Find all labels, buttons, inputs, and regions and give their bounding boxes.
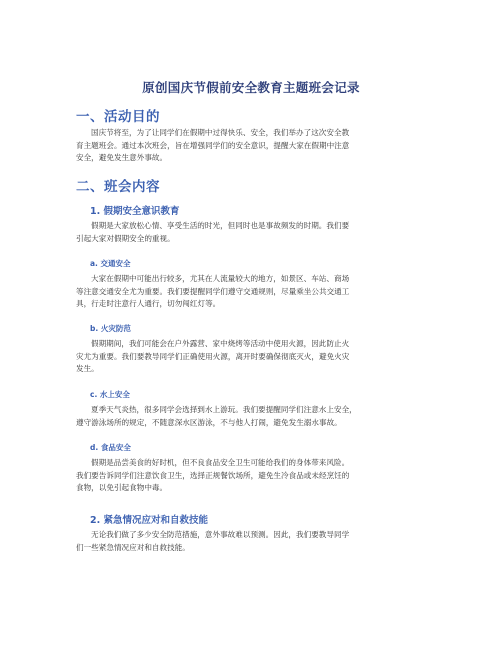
paragraph-line: 等注意交通安全尤为重要。我们要提醒同学们遵守交通规则，尽量乘坐公共交通工 [76, 286, 350, 296]
paragraph-line: 无论我们做了多少安全防范措施，意外事故难以预测。因此，我们要教导同学 [91, 530, 350, 539]
paragraph-line: 国庆节将至，为了让同学们在假期中过得快乐、安全，我们举办了这次安全教 [91, 128, 350, 137]
paragraph-line: 们一些紧急情况应对和自救技能。 [76, 542, 190, 552]
traffic-paragraph [76, 273, 426, 311]
subsection-heading-emergency: 2. 紧急情况应对和自救技能 [90, 515, 209, 526]
food-paragraph [76, 457, 426, 495]
paragraph-line: 夏季天气炎热，很多同学会选择到水上游玩。我们要提醒同学们注意水上安全， [91, 405, 357, 414]
item-heading-food: d. 食品安全 [90, 443, 131, 452]
emergency-paragraph [76, 529, 426, 554]
paragraph-line: 我们要告诉同学们注意饮食卫生，选择正规餐饮场所，避免生冷食品或未经烹饪的 [76, 470, 350, 480]
document-title: 原创国庆节假前安全教育主题班会记录 [142, 80, 360, 95]
paragraph-line: 安全，避免发生意外事故。 [76, 153, 168, 163]
paragraph-line: 引起大家对假期安全的重视。 [76, 233, 175, 243]
paragraph-line: 灾尤为重要。我们要教导同学们正确使用火源，离开时要确保彻底灭火，避免火灾 [76, 351, 350, 361]
paragraph-line: 假期是品尝美食的好时机，但不良食品安全卫生可能给我们的身体带来风险。 [91, 458, 350, 467]
paragraph-line: 遵守游泳场所的规定，不随意深水区游泳，不与他人打闹，避免发生溺水事故。 [76, 417, 342, 427]
section-heading-content: 二、班会内容 [76, 179, 160, 195]
fire-paragraph [76, 338, 426, 376]
paragraph-line: 食物，以免引起食物中毒。 [76, 483, 168, 493]
paragraph-line: 具，行走时注意行人通行，切勿闯红灯等。 [76, 299, 221, 309]
item-heading-fire: b. 火灾防范 [90, 324, 131, 333]
section-heading-purpose: 一、活动目的 [76, 109, 160, 125]
awareness-paragraph [76, 220, 426, 245]
item-heading-traffic: a. 交通安全 [90, 259, 131, 268]
paragraph-line: 假期期间，我们可能会在户外露营、家中烧烤等活动中使用火源，因此防止火 [91, 339, 350, 348]
subsection-heading-awareness: 1. 假期安全意识教育 [90, 206, 180, 217]
paragraph-line: 大家在假期中可能出行较多，尤其在人流量较大的地方，如景区、车站、商场 [91, 274, 350, 283]
paragraph-line: 育主题班会。通过本次班会，旨在增强同学们的安全意识，提醒大家在假期中注意 [76, 140, 350, 150]
water-paragraph [76, 404, 426, 429]
paragraph-line: 假期是大家放松心情、享受生活的时光，但同时也是事故频发的时期。我们要 [91, 221, 350, 230]
purpose-paragraph [76, 127, 426, 165]
item-heading-water: c. 水上安全 [90, 390, 130, 399]
paragraph-line: 发生。 [76, 364, 99, 374]
